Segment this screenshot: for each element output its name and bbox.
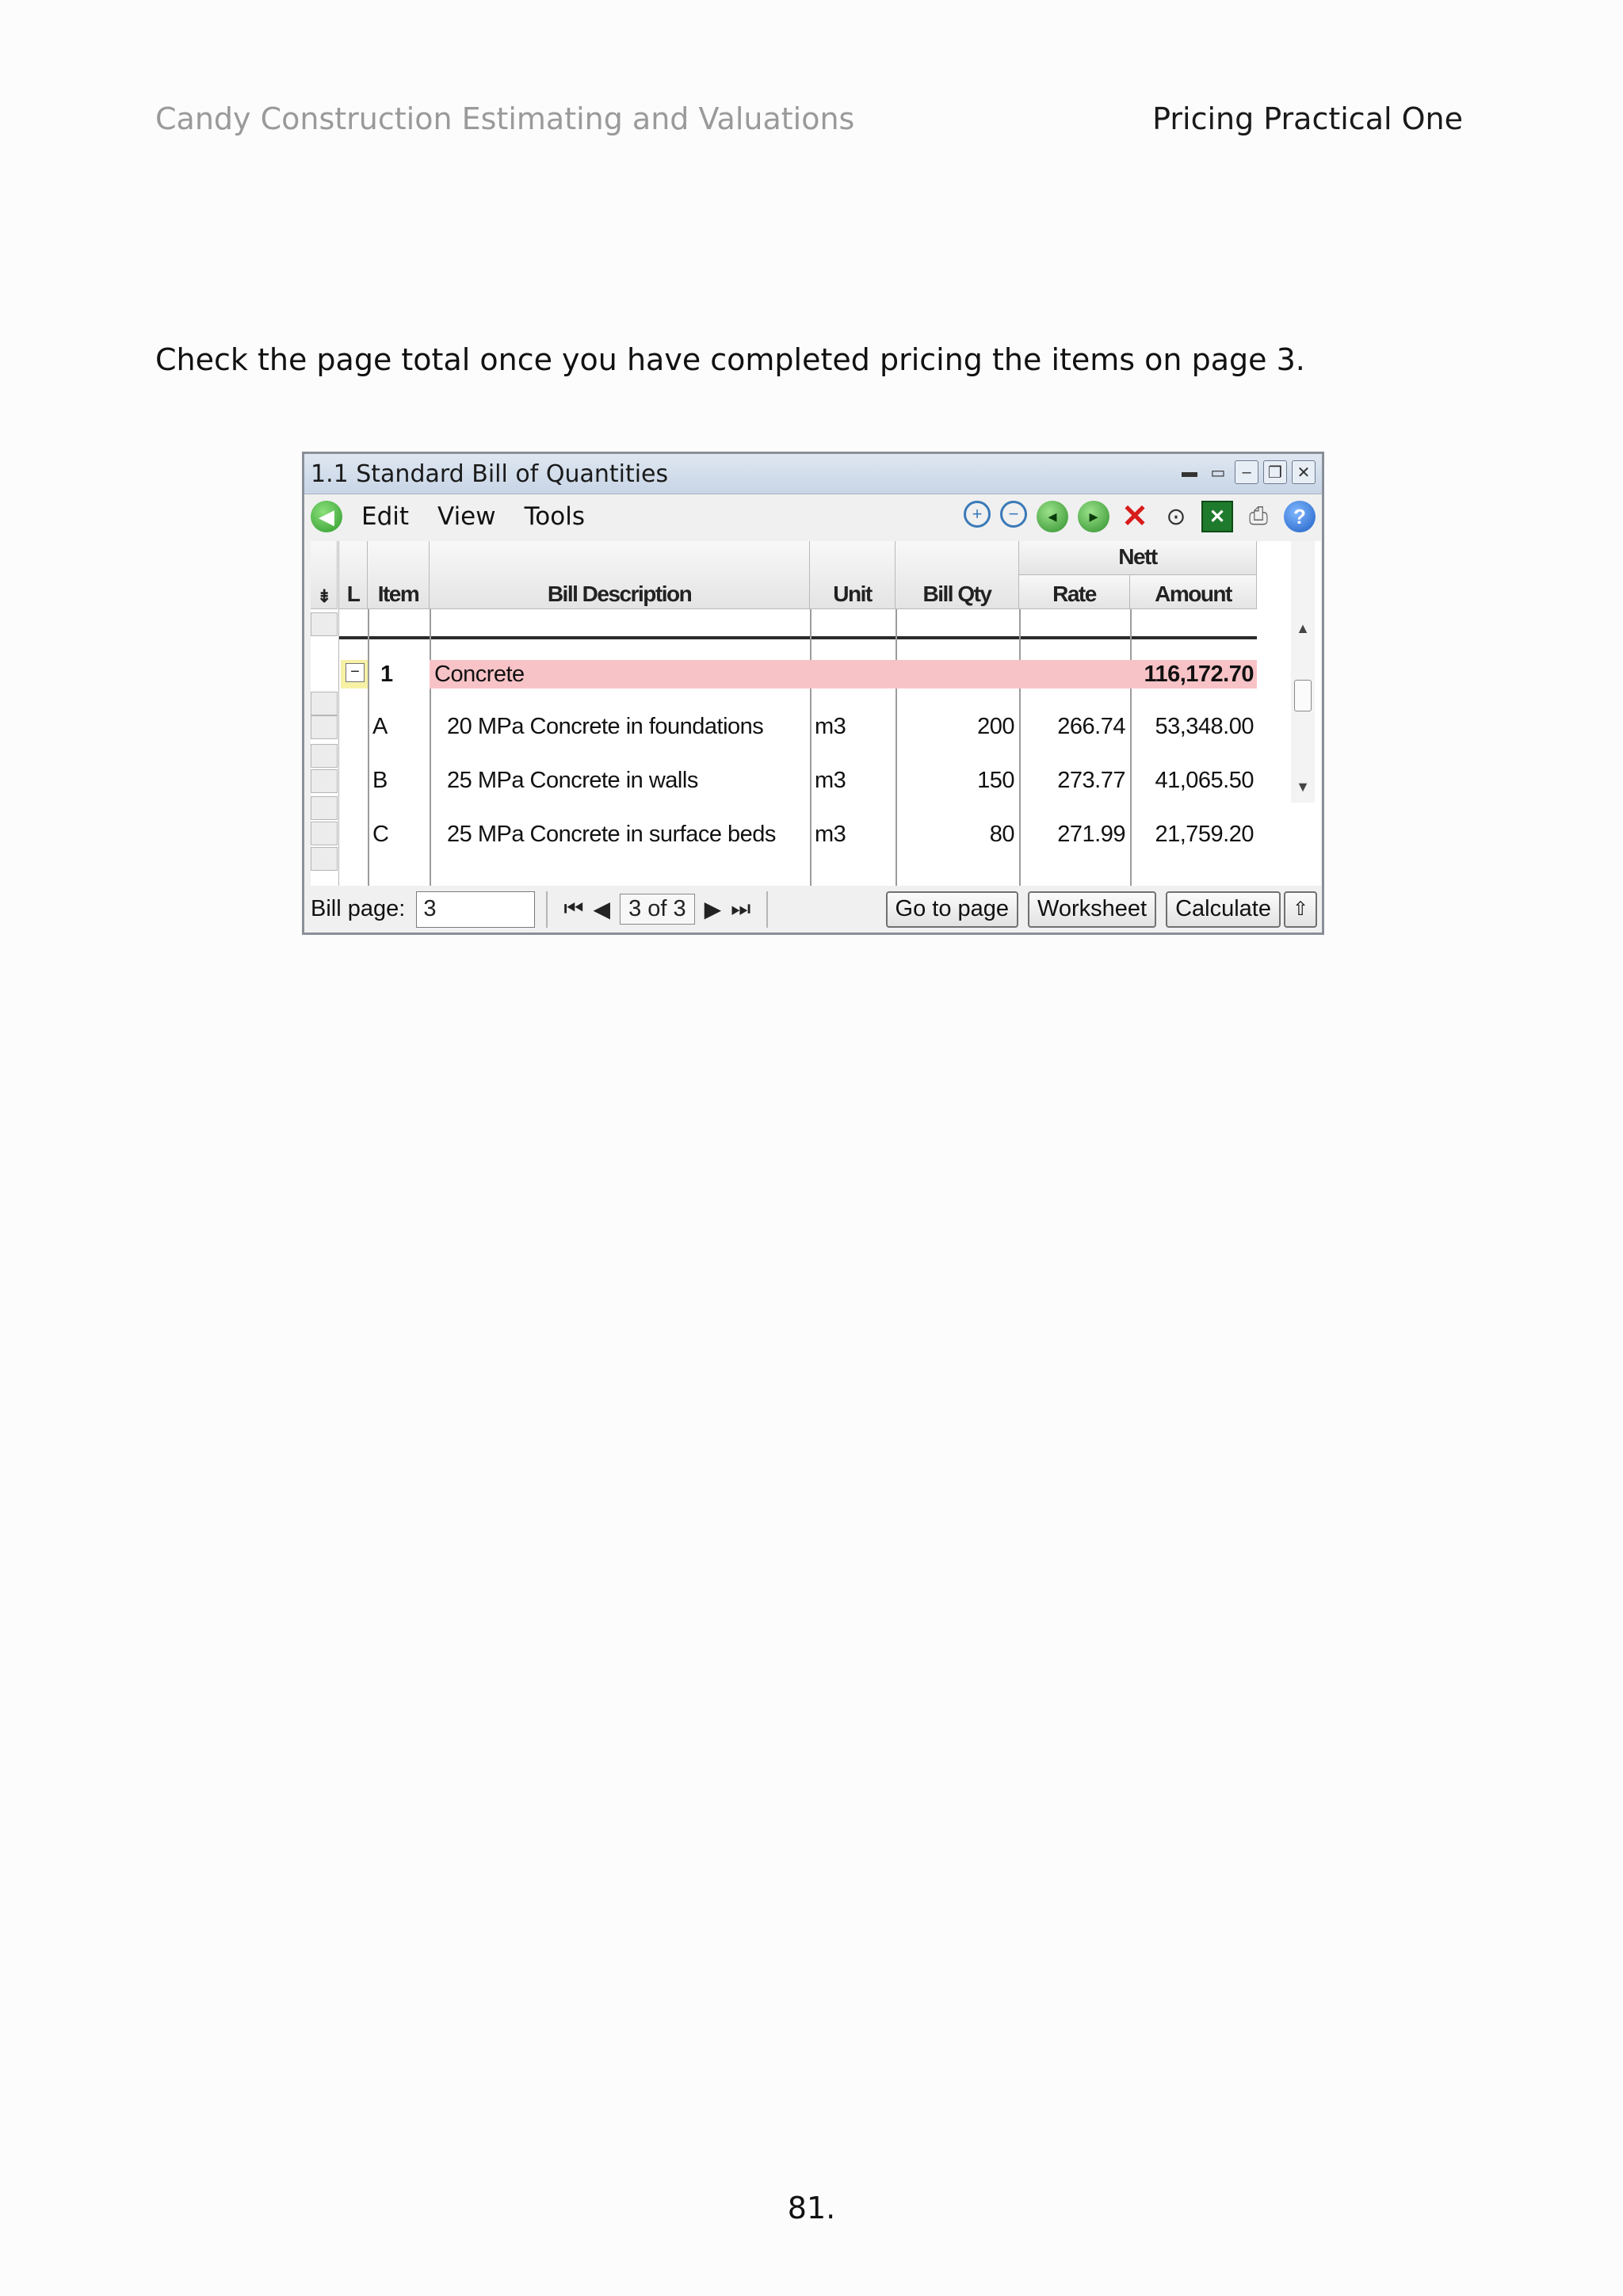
row-selector[interactable] bbox=[311, 612, 338, 636]
worksheet-button[interactable]: Worksheet bbox=[1028, 891, 1156, 928]
scroll-down-icon[interactable]: ▼ bbox=[1296, 779, 1310, 795]
section-description[interactable]: Concrete bbox=[434, 662, 525, 687]
page-number: 81. bbox=[787, 2191, 836, 2225]
row-qty[interactable]: 150 bbox=[977, 768, 1014, 793]
collapse-icon[interactable]: − bbox=[346, 663, 365, 682]
menu-tools[interactable]: Tools bbox=[524, 502, 585, 531]
toolbar bbox=[964, 501, 1316, 532]
restore-icon[interactable]: ❐ bbox=[1263, 460, 1287, 484]
row-selector[interactable] bbox=[311, 769, 338, 793]
row-amount: 53,348.00 bbox=[1155, 714, 1254, 739]
header-right: Pricing Practical One bbox=[1152, 101, 1463, 136]
filter-row[interactable] bbox=[339, 609, 1257, 639]
page-indicator: 3 of 3 bbox=[620, 894, 695, 925]
row-amount: 21,759.20 bbox=[1155, 822, 1254, 847]
row-rate[interactable]: 266.74 bbox=[1057, 714, 1125, 739]
calculate-button[interactable]: Calculate bbox=[1166, 891, 1281, 928]
row-item: B bbox=[372, 768, 388, 793]
row-unit: m3 bbox=[815, 822, 846, 847]
zoom-in-icon[interactable]: + bbox=[964, 501, 991, 528]
row-unit: m3 bbox=[815, 714, 846, 739]
row-item: A bbox=[372, 714, 388, 739]
menu-edit[interactable]: Edit bbox=[361, 502, 410, 531]
col-amount[interactable]: Amount bbox=[1130, 575, 1257, 609]
col-qty[interactable]: Bill Qty bbox=[896, 541, 1019, 609]
row-description[interactable]: 20 MPa Concrete in foundations bbox=[447, 714, 764, 739]
row-selector[interactable] bbox=[311, 822, 338, 845]
col-description[interactable]: Bill Description bbox=[430, 541, 810, 609]
row-description[interactable]: 25 MPa Concrete in surface beds bbox=[447, 822, 776, 847]
row-rate[interactable]: 271.99 bbox=[1057, 822, 1125, 847]
row-selector[interactable] bbox=[311, 744, 338, 768]
first-page-icon[interactable]: ⏮ bbox=[563, 896, 584, 921]
menubar bbox=[304, 494, 1322, 539]
col-unit[interactable]: Unit bbox=[810, 541, 896, 609]
row-qty[interactable]: 80 bbox=[989, 822, 1014, 847]
print-icon[interactable]: ⎙ bbox=[1249, 503, 1268, 529]
column-chooser-icon[interactable]: ⇟ bbox=[311, 541, 338, 609]
section-level: 1 bbox=[380, 662, 393, 687]
intro-text: Check the page total once you have completed pricing the items on page 3. bbox=[155, 342, 1305, 377]
prev-page-icon[interactable]: ◀ bbox=[593, 897, 611, 921]
menu-view[interactable]: View bbox=[437, 502, 496, 531]
zoom-out-icon[interactable]: − bbox=[1000, 501, 1027, 528]
close-icon[interactable]: ✕ bbox=[1292, 460, 1316, 484]
next-page-icon[interactable]: ▶ bbox=[704, 897, 722, 921]
header-left: Candy Construction Estimating and Valuations bbox=[155, 101, 855, 136]
float-icon[interactable]: ▭ bbox=[1210, 463, 1226, 482]
row-selector[interactable] bbox=[311, 847, 338, 871]
go-to-page-button[interactable]: Go to page bbox=[886, 891, 1019, 928]
row-rate[interactable]: 273.77 bbox=[1057, 768, 1125, 793]
last-page-icon[interactable]: ⏭ bbox=[731, 896, 751, 921]
row-selector[interactable] bbox=[311, 715, 338, 739]
window-title: 1.1 Standard Bill of Quantities bbox=[311, 460, 669, 488]
bill-window bbox=[302, 452, 1324, 935]
row-description[interactable]: 25 MPa Concrete in walls bbox=[447, 768, 698, 793]
window-controls bbox=[1178, 460, 1316, 484]
next-icon[interactable]: ▸ bbox=[1078, 501, 1109, 532]
scroll-thumb[interactable] bbox=[1294, 680, 1312, 711]
col-level[interactable]: L bbox=[339, 541, 368, 609]
col-item[interactable]: Item bbox=[368, 541, 430, 609]
col-rate[interactable]: Rate bbox=[1019, 575, 1130, 609]
row-unit: m3 bbox=[815, 768, 846, 793]
minimize-icon[interactable]: – bbox=[1235, 460, 1258, 484]
excel-icon[interactable]: ✕ bbox=[1201, 501, 1233, 532]
bill-grid bbox=[311, 541, 1321, 886]
help-icon[interactable]: ? bbox=[1284, 501, 1316, 532]
row-selector[interactable] bbox=[311, 796, 338, 820]
row-item: C bbox=[372, 822, 389, 847]
find-icon[interactable]: ⊙ bbox=[1166, 503, 1186, 530]
back-icon[interactable]: ◀ bbox=[311, 501, 342, 532]
collapse-up-icon[interactable]: ⇧ bbox=[1284, 891, 1317, 928]
bill-page-input[interactable]: 3 bbox=[416, 891, 535, 928]
row-qty[interactable]: 200 bbox=[977, 714, 1014, 739]
col-group-nett: Nett bbox=[1019, 541, 1257, 575]
bill-footer bbox=[311, 887, 1317, 931]
bill-page-label: Bill page: bbox=[311, 896, 406, 921]
section-amount: 116,172.70 bbox=[1144, 662, 1254, 687]
window-titlebar bbox=[304, 454, 1322, 494]
dock-icon[interactable]: ▬ bbox=[1182, 463, 1197, 481]
vertical-scrollbar[interactable] bbox=[1291, 541, 1315, 803]
previous-icon[interactable]: ◂ bbox=[1037, 501, 1068, 532]
delete-icon[interactable]: ✕ bbox=[1121, 499, 1148, 534]
scroll-up-icon[interactable]: ▲ bbox=[1296, 620, 1310, 636]
row-amount: 41,065.50 bbox=[1155, 768, 1254, 793]
row-selector[interactable] bbox=[311, 692, 338, 715]
